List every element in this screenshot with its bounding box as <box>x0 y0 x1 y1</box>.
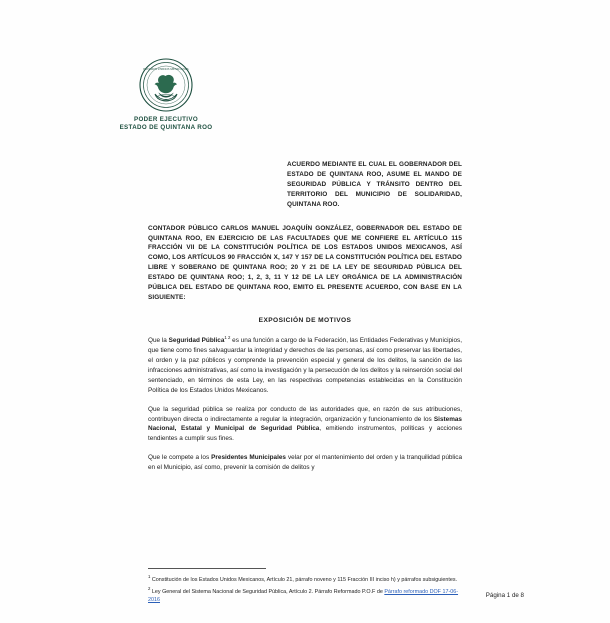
acuerdo-heading: ACUERDO MEDIANTE EL CUAL EL GOBERNADOR DEL ESTADO DE QUINTANA ROO, ASUME EL MANDO DE SEGURIDAD PÚBLICA Y TRÁNSITO DENTRO DEL TERRITORIO DEL MUNICIPIO DE SOLIDARIDAD, QUINTANA ROO. <box>287 161 462 208</box>
footnotes-area <box>148 574 462 606</box>
para3-part-b: velar por el mantenimiento del orden y la tranquilidad pública en el Municipio, así como, prevenir la comisión de delitos y <box>148 454 463 472</box>
para1-rest: es una función a cargo de la Federación, las Entidades Federativas y Municipios, que tiene como fines salvaguardar la integridad y derechos de las personas, así como preservar las libertades, el orden y la paz públicos y comprende la prevención especial y general de los delitos, la sanción de las infracciones administrativas, así como la investigación y la persecución de los delitos y la reinserción social del sentenciado, en términos de esta Ley, en las respectivas competencias establecidas en la Constitución Política de los Estados Unidos Mexicanos. <box>148 337 462 394</box>
paragraph-sistemas <box>148 405 462 445</box>
footnote-ref-1-2: 1 2 <box>224 334 231 340</box>
footnote-text-2: Ley General del Sistema Nacional de Seguridad Pública, Artículo 2. Párrafo Reformado P.O.F de <box>151 588 383 595</box>
para2-part-a: Que la seguridad pública se realiza por conducto de las autoridades que, en razón de sus atribuciones, contribuyen directa o indirectamente a regular la integración, organización y funcionamiento de los <box>148 405 462 423</box>
para2-part-b: , emitiendo instrumentos, políticas y acciones tendientes a cumplir sus fines. <box>148 425 462 443</box>
paragraph-presidentes <box>148 453 462 473</box>
footnote-marker-2: 2 <box>148 585 151 591</box>
mexico-coat-of-arms-icon <box>138 57 194 113</box>
para1-bold-term: Seguridad Pública <box>168 337 225 345</box>
header-line-poder-ejecutivo: PODER EJECUTIVO <box>133 116 199 123</box>
footnote-text-1: Constitución de los Estados Unidos Mexicanos, Artículo 21, párrafo noveno y 115 Fracción III inciso h) y párrafos subsiguientes. <box>151 576 458 583</box>
svg-text:ESTADOS UNIDOS MEXICANOS: ESTADOS UNIDOS MEXICANOS <box>143 67 189 71</box>
para1-lead: Que la <box>148 337 167 345</box>
para3-bold-term: Presidentes Municipales <box>211 454 286 462</box>
footnote-item <box>148 574 462 584</box>
section-title-exposicion: EXPOSICIÓN DE MOTIVOS <box>258 316 352 324</box>
para3-part-a: Que le compete a los <box>148 454 210 462</box>
footnote-link-dof[interactable]: Párrafo reformado DOF 17-06-2016 <box>148 588 459 603</box>
footnote-separator <box>148 568 266 569</box>
preamble-paragraph: CONTADOR PÚBLICO CARLOS MANUEL JOAQUÍN GONZÁLEZ, GOBERNADOR DEL ESTADO DE QUINTANA ROO, EN EJERCICIO DE LAS FACULTADES QUE ME CONFIERE EL ARTÍCULO 115 FRACCIÓN VII DE LA CONSTITUCIÓN POLÍTICA DE LOS ESTADOS UNIDOS MEXICANOS, ASÍ COMO, LOS ARTÍCULOS 90 FRACCIÓN X, 147 Y 157 DE LA CONSTITUCIÓN POLÍTICA DEL ESTADO LIBRE Y SOBERANO DE QUINTANA ROO; 20 Y 21 DE LA LEY DE SEGURIDAD PÚBLICA DEL ESTADO DE QUINTANA ROO; 1, 2, 3, 11 Y 12 DE LA LEY ORGÁNICA DE LA ADMINISTRACIÓN PÚBLICA DEL ESTADO DE QUINTANA ROO, EMITO EL PRESENTE ACUERDO, CON BASE EN LA SIGUIENTE: <box>148 224 462 302</box>
paragraph-seguridad-publica <box>148 335 462 396</box>
page-number-footer: Página 1 de 8 <box>485 592 524 599</box>
footnote-marker-1: 1 <box>148 574 151 579</box>
para2-bold-term: Sistemas Nacional, Estatal y Municipal de Seguridad Pública <box>148 415 462 433</box>
footnote-item <box>148 586 462 604</box>
header-line-estado: ESTADO DE QUINTANA ROO <box>119 123 213 131</box>
document-body <box>148 160 462 482</box>
document-header <box>86 57 246 132</box>
